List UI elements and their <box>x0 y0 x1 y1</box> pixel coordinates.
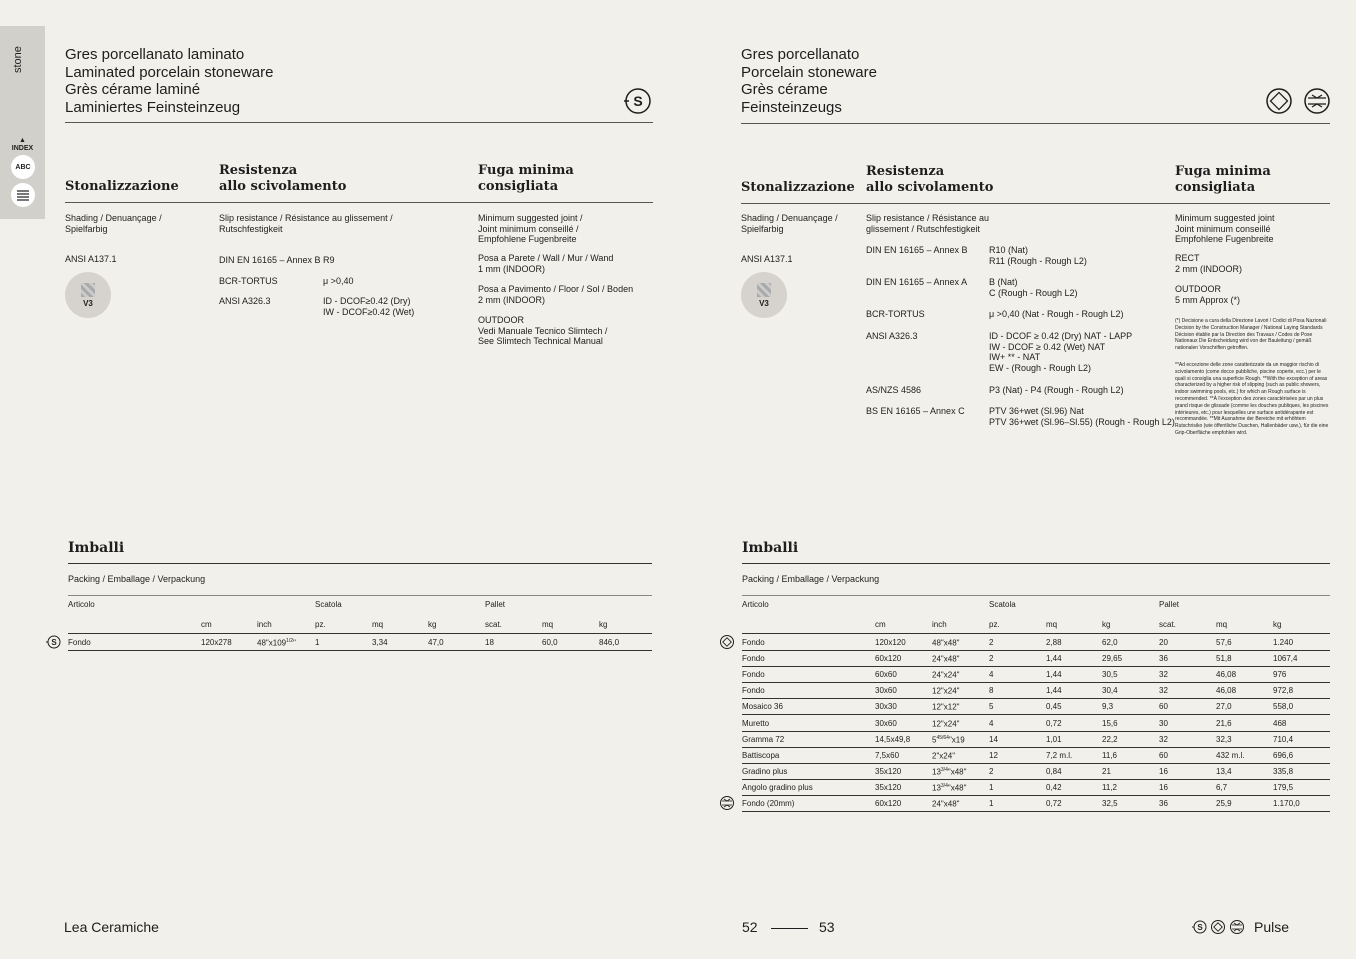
slimtech-s-icon <box>1191 919 1207 935</box>
list-icon <box>16 189 30 201</box>
packing-rule <box>68 595 652 596</box>
slip-standard: BCR-TORTUS <box>219 276 278 286</box>
slip-value: P3 (Nat) - P4 (Rough - Rough L2) <box>989 385 1124 395</box>
joint-subtitle: Minimum suggested joint Joint minimum conseillé Empfohlene Fugenbreite <box>1175 213 1275 244</box>
slip-standard: AS/NZS 4586 <box>866 385 922 395</box>
joint-heading: Fuga minima consigliata <box>478 163 574 194</box>
group-header: Pallet <box>485 600 506 609</box>
footnote-decision: (*) Decisione a cura della Direzione Lavori / Codici di Posa Nazionali Decision by the Construction Manager / National Laying Standards Décision établie par la Direction des Travaux / Codes de Pose Nationaux Die Entscheidung wird von der Bauleitung / gemäß nationalen Vorschriften getroffen. <box>1175 318 1327 352</box>
unit-header: kg <box>599 620 608 629</box>
shading-v3-swatch: V3 <box>741 272 787 318</box>
caret-up-icon: ▲ <box>19 137 26 144</box>
unit-header: inch <box>932 620 947 629</box>
table-rule <box>742 682 1330 683</box>
spec-rule <box>65 202 653 203</box>
page-divider <box>771 928 808 929</box>
shading-heading: Stonalizzazione <box>65 179 179 194</box>
table-rule <box>742 698 1330 699</box>
slip-value: ID - DCOF ≥ 0.42 (Dry) NAT - LAPP IW - DCOF ≥ 0.42 (Wet) NAT IW+ ** - NAT EW - (Rough - Rough L2) <box>989 331 1133 373</box>
unit-header: pz. <box>989 620 1000 629</box>
joint-rect: RECT 2 mm (INDOOR) <box>1175 253 1242 274</box>
unit-header: scat. <box>485 620 502 629</box>
right-title-block <box>741 46 877 116</box>
table-rule <box>742 650 1330 651</box>
unit-header: cm <box>201 620 212 629</box>
abc-index-button[interactable]: ABC <box>11 155 35 179</box>
left-title-block <box>65 46 273 116</box>
shading-standard: ANSI A137.1 <box>65 254 117 264</box>
slimtech-s-icon <box>45 634 61 650</box>
porcelain-diamond-icon <box>1265 87 1293 115</box>
unit-header: mq <box>372 620 384 629</box>
header-rule <box>741 123 1330 124</box>
unit-header: cm <box>875 620 886 629</box>
slip-heading: Resistenza allo scivolamento <box>866 164 994 195</box>
table-rule <box>742 795 1330 796</box>
collection-name: Pulse <box>1254 919 1290 935</box>
tile-icon <box>81 283 95 297</box>
title-en: Porcelain stoneware <box>741 63 877 81</box>
table-rule <box>68 650 652 651</box>
unit-header: pz. <box>315 620 326 629</box>
unit-header: kg <box>428 620 437 629</box>
svg-text:S: S <box>633 93 643 109</box>
shading-v3-swatch: V3 <box>65 272 111 318</box>
title-it: Gres porcellanato <box>741 46 860 63</box>
slip-standard: DIN EN 16165 – Annex A <box>866 277 968 287</box>
title-de: Laminiertes Feinsteinzeug <box>65 98 241 116</box>
table-rule <box>742 763 1330 764</box>
section-label: stone <box>12 46 24 74</box>
joint-outdoor: OUTDOOR Vedi Manuale Tecnico Slimtech / See Slimtech Technical Manual <box>478 315 608 346</box>
packing-title: Imballi <box>68 540 125 556</box>
group-header: Articolo <box>68 600 95 609</box>
spec-rule <box>741 203 1330 204</box>
shading-subtitle: Shading / Denuançage / Spielfarbig <box>65 213 162 234</box>
joint-floor: Posa a Pavimento / Floor / Sol / Boden 2 mm (INDOOR) <box>478 284 634 305</box>
slip-value: R9 <box>323 255 335 265</box>
unit-header: mq <box>1046 620 1058 629</box>
porcelain-20mm-icon <box>1229 919 1245 935</box>
slip-subtitle: Slip resistance / Résistance au glissement / Rutschfestigkeit <box>866 213 990 234</box>
brand-name: Lea Ceramiche <box>64 919 159 935</box>
title-fr: Grès cérame <box>741 81 828 99</box>
table-rule <box>742 747 1330 748</box>
slip-value: R10 (Nat) R11 (Rough - Rough L2) <box>989 245 1087 266</box>
slip-standard: ANSI A326.3 <box>866 331 918 341</box>
unit-header: mq <box>1216 620 1228 629</box>
slip-standard: DIN EN 16165 – Annex B <box>219 255 321 265</box>
porcelain-20mm-icon <box>1303 87 1331 115</box>
joint-heading: Fuga minima consigliata <box>1175 164 1271 195</box>
header-rule <box>65 122 653 123</box>
index-link[interactable]: ▲ INDEX <box>0 137 45 153</box>
title-it: Gres porcellanato laminato <box>65 46 245 63</box>
slip-standard: BCR-TORTUS <box>866 309 925 319</box>
shading-subtitle: Shading / Denuançage / Spielfarbig <box>741 213 838 234</box>
porcelain-20mm-icon <box>719 795 735 811</box>
slip-value: μ >0,40 <box>323 276 354 286</box>
shading-heading: Stonalizzazione <box>741 180 855 195</box>
packing-title: Imballi <box>742 540 799 556</box>
list-index-button[interactable] <box>11 183 35 207</box>
page-number-right: 53 <box>819 919 835 935</box>
group-header: Pallet <box>1159 600 1180 609</box>
slip-standard: DIN EN 16165 – Annex B <box>866 245 968 255</box>
page-number-left: 52 <box>742 919 758 935</box>
svg-text:S: S <box>51 638 57 647</box>
joint-wall: Posa a Parete / Wall / Mur / Wand 1 mm (INDOOR) <box>478 253 614 274</box>
tile-icon <box>757 283 771 297</box>
table-rule <box>742 811 1330 812</box>
unit-header: mq <box>542 620 554 629</box>
title-fr: Grès cérame laminé <box>65 81 201 99</box>
title-de: Feinsteinzeugs <box>741 98 842 116</box>
unit-header: scat. <box>1159 620 1176 629</box>
slip-heading: Resistenza allo scivolamento <box>219 163 347 194</box>
slip-value: B (Nat) C (Rough - Rough L2) <box>989 277 1078 298</box>
packing-rule <box>68 563 652 564</box>
group-header: Scatola <box>315 600 342 609</box>
slip-value: PTV 36+wet (Sl.96) Nat PTV 36+wet (Sl.96–Sl.55) (Rough - Rough L2) <box>989 406 1175 427</box>
title-en: Laminated porcelain stoneware <box>65 63 274 81</box>
slimtech-s-icon <box>623 87 651 115</box>
slip-subtitle: Slip resistance / Résistance au glissement / Rutschfestigkeit <box>219 213 393 234</box>
group-header: Articolo <box>742 600 769 609</box>
unit-header: kg <box>1273 620 1282 629</box>
group-header: Scatola <box>989 600 1016 609</box>
svg-text:S: S <box>1197 923 1203 932</box>
table-rule <box>742 731 1330 732</box>
porcelain-diamond-icon <box>719 634 735 650</box>
table-rule <box>742 666 1330 667</box>
side-tab <box>0 26 45 219</box>
slip-standard: BS EN 16165 – Annex C <box>866 406 965 416</box>
footnote-exception: **Ad eccezione delle zone caratterizzate da un maggior rischio di scivolamento (come docce pubbliche, piscine coperte, ecc.) per le quali si consiglia una superficie Rough. **With the exception of areas characterized by a higher risk of slipping (such as public showers, indoor swimming pools, etc.) for which an Rough surface is recommended. **À l'exception des zones caractérisées par un plus grand risque de glissade (comme les douches publiques, les piscines intérieures, etc.) pour lesquelles une surface antidérapante est recommandée. **Mit Ausnahme der Bereiche mit erhöhtem Rutschrisiko (wie öffentliche Duschen, Hallenbäder usw.), für die eine Grip-Oberfläche empfohlen wird. <box>1175 362 1329 436</box>
table-rule <box>742 714 1330 715</box>
packing-rule <box>742 595 1330 596</box>
slip-standard: ANSI A326.3 <box>219 296 271 306</box>
joint-outdoor: OUTDOOR 5 mm Approx (*) <box>1175 284 1241 305</box>
table-rule <box>742 779 1330 780</box>
packing-subtitle: Packing / Emballage / Verpackung <box>742 574 880 584</box>
joint-subtitle: Minimum suggested joint / Joint minimum conseillé / Empfohlene Fugenbreite <box>478 213 583 244</box>
unit-header: kg <box>1102 620 1111 629</box>
table-rule <box>68 633 652 634</box>
packing-rule <box>742 563 1330 564</box>
collection-icons <box>1191 919 1247 935</box>
shading-standard: ANSI A137.1 <box>741 254 793 264</box>
table-rule <box>742 633 1330 634</box>
porcelain-diamond-icon <box>1210 919 1226 935</box>
packing-subtitle: Packing / Emballage / Verpackung <box>68 574 206 584</box>
slip-value: ID - DCOF≥0.42 (Dry) IW - DCOF≥0.42 (Wet) <box>323 296 415 317</box>
unit-header: inch <box>257 620 272 629</box>
slip-value: μ >0,40 (Nat - Rough - Rough L2) <box>989 309 1124 319</box>
